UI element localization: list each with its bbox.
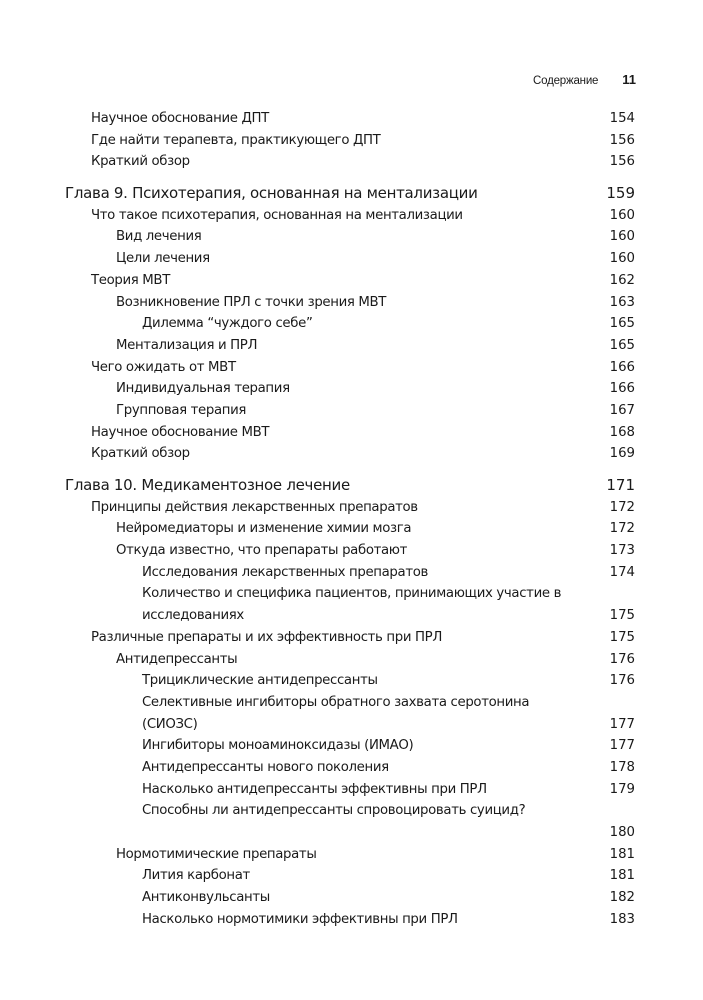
toc-entry xyxy=(0,800,703,843)
toc-entry-title: Способны ли антидепрессанты спровоцировать суицид? xyxy=(142,803,526,819)
toc-entry xyxy=(0,497,703,519)
toc-entry-page: 181 xyxy=(609,868,635,884)
toc-entry-page: 178 xyxy=(609,759,635,775)
toc-entry-title: Различные препараты и их эффективность при ПРЛ xyxy=(91,629,442,645)
toc-entry-page: 159 xyxy=(606,183,635,202)
toc-entry xyxy=(0,692,703,735)
toc-entry-title: Лития карбонат xyxy=(142,868,250,884)
toc-entry-title: Исследования лекарственных препаратов xyxy=(142,564,428,580)
toc-entry-page: 160 xyxy=(609,229,635,245)
toc-chapter xyxy=(0,475,703,497)
toc-entry xyxy=(0,562,703,584)
toc-entry-title: Индивидуальная терапия xyxy=(116,381,290,397)
toc-entry-page: 171 xyxy=(606,475,635,494)
toc-entry-page: 169 xyxy=(609,446,635,462)
toc-entry-title: Принципы действия лекарственных препаратов xyxy=(91,499,418,515)
toc-entry-title: Краткий обзор xyxy=(91,154,190,170)
toc-entry-page: 160 xyxy=(609,207,635,223)
toc-entry-page: 179 xyxy=(609,781,635,797)
toc-entry xyxy=(0,735,703,757)
toc-entry-title: Откуда известно, что препараты работают xyxy=(116,543,408,559)
toc-entry-title: Ингибиторы моноаминоксидазы (ИМАО) xyxy=(142,738,414,754)
page-number: 11 xyxy=(622,72,636,87)
toc-entry-page: 175 xyxy=(609,629,635,645)
section-title: Содержание xyxy=(533,75,599,87)
toc-entry-title: Нормотимические препараты xyxy=(116,846,317,862)
toc-entry-page: 166 xyxy=(609,359,635,375)
toc-entry-page: 156 xyxy=(609,154,635,170)
toc-entry xyxy=(0,205,703,227)
toc-entry-title: Что такое психотерапия, основанная на ментализации xyxy=(91,207,463,223)
toc-entry-title: Цели лечения xyxy=(116,251,210,267)
toc-entry-title: Нейромедиаторы и изменение химии мозга xyxy=(116,521,412,537)
toc-entry-page: 162 xyxy=(609,272,635,288)
toc-entry xyxy=(0,649,703,671)
toc-entry-title: Ментализация и ПРЛ xyxy=(116,337,258,353)
toc-entry-title: Групповая терапия xyxy=(116,402,247,418)
toc-entry-title: Где найти терапевта, практикующего ДПТ xyxy=(91,132,381,148)
toc-entry-title: Глава 9. Психотерапия, основанная на ментализации xyxy=(65,183,478,202)
toc-entry-title: Чего ожидать от МВТ xyxy=(91,359,236,375)
toc-entry-title: Насколько антидепрессанты эффективны при ПРЛ xyxy=(142,781,487,797)
toc-entry-page: 180 xyxy=(609,825,635,841)
toc-entry-title: Краткий обзор xyxy=(91,446,190,462)
table-of-contents xyxy=(0,108,703,930)
toc-entry-title: Трициклические антидепрессанты xyxy=(142,673,378,689)
toc-entry-page: 168 xyxy=(609,424,635,440)
toc-entry-page: 177 xyxy=(609,716,635,732)
toc-chapter xyxy=(0,183,703,205)
toc-entry xyxy=(0,400,703,422)
toc-entry xyxy=(0,627,703,649)
toc-entry-page: 181 xyxy=(609,846,635,862)
toc-entry-page: 176 xyxy=(609,673,635,689)
toc-entry xyxy=(0,226,703,248)
toc-entry xyxy=(0,670,703,692)
toc-entry-title: Научное обоснование МВТ xyxy=(91,424,270,440)
toc-entry-title: Количество и специфика пациентов, принимающих участие в исследованиях xyxy=(142,586,562,624)
toc-entry-page: 172 xyxy=(609,521,635,537)
toc-entry-page: 182 xyxy=(609,890,635,906)
toc-entry-page: 167 xyxy=(609,402,635,418)
toc-entry xyxy=(0,583,703,626)
toc-entry xyxy=(0,865,703,887)
toc-entry xyxy=(0,151,703,173)
toc-entry-page: 166 xyxy=(609,381,635,397)
toc-entry xyxy=(0,887,703,909)
toc-entry xyxy=(0,540,703,562)
toc-entry xyxy=(0,378,703,400)
toc-entry-title: Вид лечения xyxy=(116,229,202,245)
toc-entry-page: 154 xyxy=(609,111,635,126)
toc-entry xyxy=(0,292,703,314)
toc-entry-page: 156 xyxy=(609,132,635,148)
toc-entry-page: 173 xyxy=(609,543,635,559)
toc-entry-page: 165 xyxy=(609,316,635,332)
running-header xyxy=(0,72,636,87)
toc-entry xyxy=(0,518,703,540)
toc-entry xyxy=(0,422,703,444)
toc-entry-title: Глава 10. Медикаментозное лечение xyxy=(65,475,350,494)
toc-entry xyxy=(0,909,703,931)
toc-entry-title: Селективные ингибиторы обратного захвата серотонина (СИОЗС) xyxy=(142,694,530,732)
toc-entry-page: 175 xyxy=(609,608,635,624)
toc-entry xyxy=(0,248,703,270)
toc-entry-title: Научное обоснование ДПТ xyxy=(91,111,269,126)
toc-entry-title: Теория МВТ xyxy=(91,272,170,288)
toc-entry xyxy=(0,357,703,379)
toc-entry-page: 172 xyxy=(609,499,635,515)
toc-entry-title: Дилемма “чуждого себе” xyxy=(142,316,313,332)
toc-entry-page: 163 xyxy=(609,294,635,310)
toc-entry-page: 160 xyxy=(609,251,635,267)
toc-entry-page: 174 xyxy=(609,564,635,580)
toc-entry-title: Возникновение ПРЛ с точки зрения МВТ xyxy=(116,294,387,310)
toc-entry-page: 177 xyxy=(609,738,635,754)
toc-entry-page: 176 xyxy=(609,651,635,667)
toc-entry xyxy=(0,130,703,152)
toc-entry-page: 165 xyxy=(609,337,635,353)
toc-entry xyxy=(0,108,703,130)
toc-entry-page: 183 xyxy=(609,911,635,927)
toc-entry-title: Насколько нормотимики эффективны при ПРЛ xyxy=(142,911,458,927)
toc-entry xyxy=(0,443,703,465)
toc-entry xyxy=(0,844,703,866)
toc-entry xyxy=(0,779,703,801)
toc-entry-title: Антидепрессанты xyxy=(116,651,238,667)
toc-entry-title: Антиконвульсанты xyxy=(142,890,270,906)
toc-entry xyxy=(0,757,703,779)
toc-entry xyxy=(0,270,703,292)
toc-entry xyxy=(0,335,703,357)
toc-entry-title: Антидепрессанты нового поколения xyxy=(142,759,389,775)
toc-entry xyxy=(0,313,703,335)
